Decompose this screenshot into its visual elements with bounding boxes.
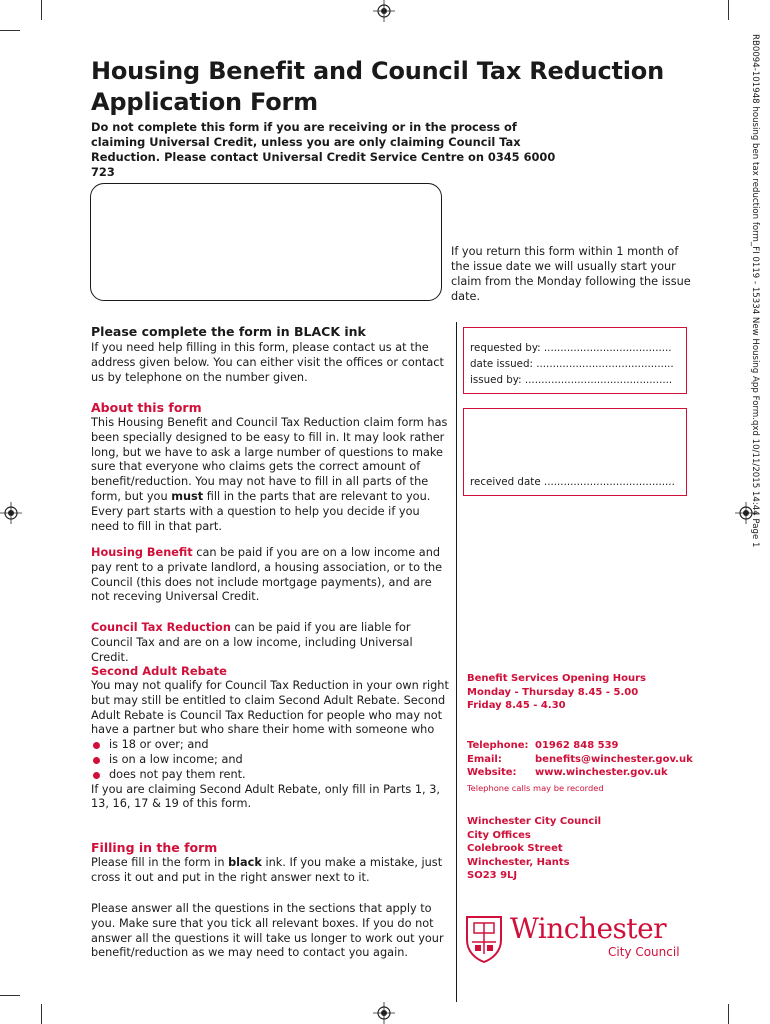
council-logo-wordmark: Winchester bbox=[510, 912, 667, 945]
website-label: Website: bbox=[467, 767, 517, 778]
crop-mark bbox=[0, 995, 20, 996]
received-date-line: received date ........................................ bbox=[470, 476, 675, 488]
telephone-value: 01962 848 539 bbox=[535, 740, 619, 751]
black-ink-heading: Please complete the form in BLACK ink bbox=[91, 324, 366, 339]
address-window-box bbox=[90, 183, 442, 301]
office-use-box-issue bbox=[463, 327, 687, 394]
council-tax-term: Council Tax Reduction bbox=[91, 621, 231, 634]
crop-mark bbox=[728, 1004, 729, 1024]
second-adult-block bbox=[91, 679, 451, 812]
second-adult-heading: Second Adult Rebate bbox=[91, 664, 227, 678]
filling-text bbox=[91, 856, 451, 886]
contact-row-website bbox=[467, 766, 693, 780]
address-line: Winchester City Council bbox=[467, 816, 602, 827]
email-link[interactable]: benefits@winchester.gov.uk bbox=[535, 753, 693, 765]
about-text-bold: must bbox=[171, 489, 204, 503]
list-item: does not pay them rent. bbox=[91, 768, 451, 783]
page-title bbox=[91, 56, 711, 118]
council-tax-text bbox=[91, 621, 451, 665]
recorded-note: Telephone calls may be recorded bbox=[467, 782, 604, 793]
black-ink-text: If you need help filling in this form, please contact us at the address given below. You can either visit the offices or contact us by telephone on the number given. bbox=[91, 341, 444, 384]
address-line: Colebrook Street bbox=[467, 843, 563, 854]
address-line: City Offices bbox=[467, 829, 531, 841]
address-line: SO23 9LJ bbox=[467, 870, 518, 881]
opening-hours bbox=[467, 672, 646, 713]
title-line: Application Form bbox=[91, 88, 318, 116]
registration-mark-icon bbox=[0, 502, 22, 524]
council-tax-desc: can be paid if you are liable for Council Tax and are on a low income, including Universal Credit. bbox=[91, 621, 413, 664]
intro-notice: Do not complete this form if you are receiving or in the process of claiming Universal Credit, unless you are only claiming Council Tax Reduction. Please contact Universal Credit Service Centre on 0345 6000 723 bbox=[91, 120, 556, 179]
registration-mark-icon bbox=[373, 0, 395, 22]
housing-benefit-term: Housing Benefit bbox=[91, 546, 193, 559]
registration-mark-icon bbox=[373, 1002, 395, 1024]
crop-mark bbox=[0, 30, 20, 31]
filling-text-part: Please fill in the form in bbox=[91, 856, 229, 869]
housing-benefit-desc: can be paid if you are on a low income and pay rent to a private landlord, a housing association, or to the Council (this does not include mortgage payments), and are not receving Universal Credit. bbox=[91, 546, 443, 604]
address-line: Winchester, Hants bbox=[467, 856, 570, 868]
contact-row-telephone bbox=[467, 739, 693, 753]
about-text bbox=[91, 416, 451, 534]
list-item: is on a low income; and bbox=[91, 753, 451, 768]
website-link[interactable]: www.winchester.gov.uk bbox=[535, 767, 668, 778]
crop-mark bbox=[41, 1004, 42, 1024]
contact-row-email bbox=[467, 753, 693, 767]
opening-weekdays: Monday - Thursday 8.45 - 5.00 bbox=[467, 686, 639, 698]
filling-text-bold: black bbox=[228, 856, 262, 869]
issued-by-line: issued by: ............................................. bbox=[470, 374, 673, 386]
email-label: Email: bbox=[467, 753, 502, 765]
about-heading: About this form bbox=[91, 400, 202, 415]
second-adult-text: You may not qualify for Council Tax Reduction in your own right but may still be entitled to claim Second Adult Rebate. Second Adult Rebate is Council Tax Reduction for people who may not have a partner but who share their home with someone who bbox=[91, 679, 449, 737]
council-logo-subtitle: City Council bbox=[608, 945, 680, 959]
telephone-label: Telephone: bbox=[467, 740, 529, 751]
requested-by-line: requested by: ....................................... bbox=[470, 342, 672, 354]
contact-details bbox=[467, 739, 693, 795]
filling-heading: Filling in the form bbox=[91, 840, 218, 855]
filling-text-part: ink. If you make a mistake, just cross it out and put in the right answer next to it. bbox=[91, 856, 443, 884]
list-item: is 18 or over; and bbox=[91, 738, 451, 753]
housing-benefit-text bbox=[91, 546, 451, 605]
crop-mark bbox=[728, 0, 729, 20]
office-use-box-received bbox=[463, 408, 687, 496]
return-note: If you return this form within 1 month of the issue date we will usually start your claim from the Monday following the issue date. bbox=[451, 245, 691, 303]
second-adult-after: If you are claiming Second Adult Rebate, only fill in Parts 1, 3, 13, 16, 17 & 19 of this form. bbox=[91, 782, 441, 811]
opening-friday: Friday 8.45 - 4.30 bbox=[467, 700, 566, 711]
date-issued-line: date issued: .......................................... bbox=[470, 358, 674, 370]
about-text-part: fill in the parts that are relevant to you. Every part starts with a question to help you decide if you need to fill in that part. bbox=[91, 489, 431, 533]
council-address bbox=[467, 815, 601, 883]
filling-text-2: Please answer all the questions in the sections that apply to you. Make sure that you tick all relevant boxes. If you do not answer all the questions it will take us longer to work out your benefit/reduction as we may need to contact you again. bbox=[91, 902, 444, 960]
about-text-part: This Housing Benefit and Council Tax Reduction claim form has been specially designed to be easy to fill in. It may look rather long, but we have to ask a large number of questions to make sure that everyone who claims gets the correct amount of benefit/reduction. You may not have to fill in all parts of the form, but you bbox=[91, 416, 448, 503]
second-adult-list bbox=[91, 738, 451, 782]
print-slug: RB0094-101948 housing ben tax reduction form_FI 0119 - 15334 New Housing App Form.qxd 10/11/2015 14:44 Page 1 bbox=[750, 34, 760, 548]
column-divider bbox=[456, 322, 457, 1002]
opening-heading: Benefit Services Opening Hours bbox=[467, 673, 646, 684]
crest-icon bbox=[464, 914, 504, 964]
title-line: Housing Benefit and Council Tax Reduction bbox=[91, 57, 664, 85]
crop-mark bbox=[41, 0, 42, 20]
